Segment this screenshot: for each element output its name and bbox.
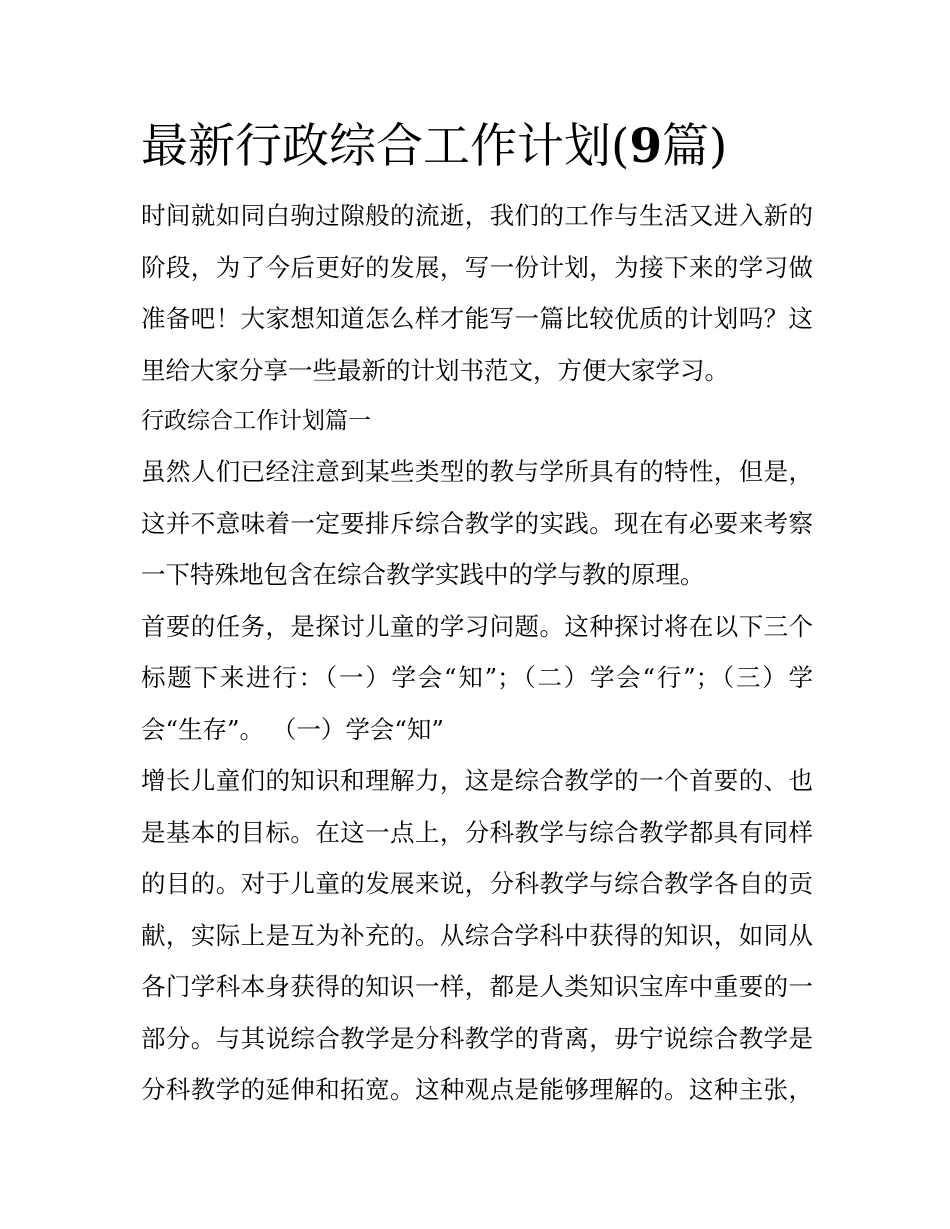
text-line: 部分。与其说综合教学是分科教学的背离，毋宁说综合教学是 [141,1023,813,1053]
text-line: 会“生存”。 （一）学会“知” [141,714,444,744]
body-paragraph [141,446,813,601]
body-paragraph [141,755,813,1116]
body-paragraph [141,601,813,756]
text-line: 时间就如同白驹过隙般的流逝，我们的工作与生活又进入新的 [141,201,813,230]
text-line: 一下特殊地包含在综合教学实践中的学与教的原理。 [141,560,705,589]
text-line: 标题下来进行：（一）学会“知”；（二）学会“行”；（三）学 [141,663,813,692]
text-line: 准备吧！大家想知道怎么样才能写一篇比较优质的计划吗？这 [141,304,813,333]
document-title: 最新行政综合工作计划(9篇) [141,119,728,174]
section-heading: 行政综合工作计划篇一 [141,408,371,434]
text-line: 阶段，为了今后更好的发展，写一份计划，为接下来的学习做 [141,252,813,282]
text-line: 这并不意味着一定要排斥综合教学的实践。现在有必要来考察 [141,508,813,538]
text-line: 各门学科本身获得的知识一样，都是人类知识宝库中重要的一 [141,972,813,1001]
text-line: 增长儿童们的知识和理解力，这是综合教学的一个首要的、也 [141,766,813,795]
text-line: 首要的任务，是探讨儿童的学习问题。这种探讨将在以下三个 [141,611,813,641]
text-line: 的目的。对于儿童的发展来说，分科教学与综合教学各自的贡 [141,869,813,898]
text-line: 是基本的目标。在这一点上，分科教学与综合教学都具有同样 [141,817,813,847]
text-line: 献，实际上是互为补充的。从综合学科中获得的知识，如同从 [141,920,813,950]
intro-paragraph [141,190,813,396]
text-line: 里给大家分享一些最新的计划书范文，方便大家学习。 [141,355,729,385]
text-line: 分科教学的延伸和拓宽。这种观点是能够理解的。这种主张， [141,1075,813,1104]
title-number: 9 [629,119,663,174]
text-line: 虽然人们已经注意到某些类型的教与学所具有的特性，但是， [141,457,813,486]
document-body [141,114,813,1116]
